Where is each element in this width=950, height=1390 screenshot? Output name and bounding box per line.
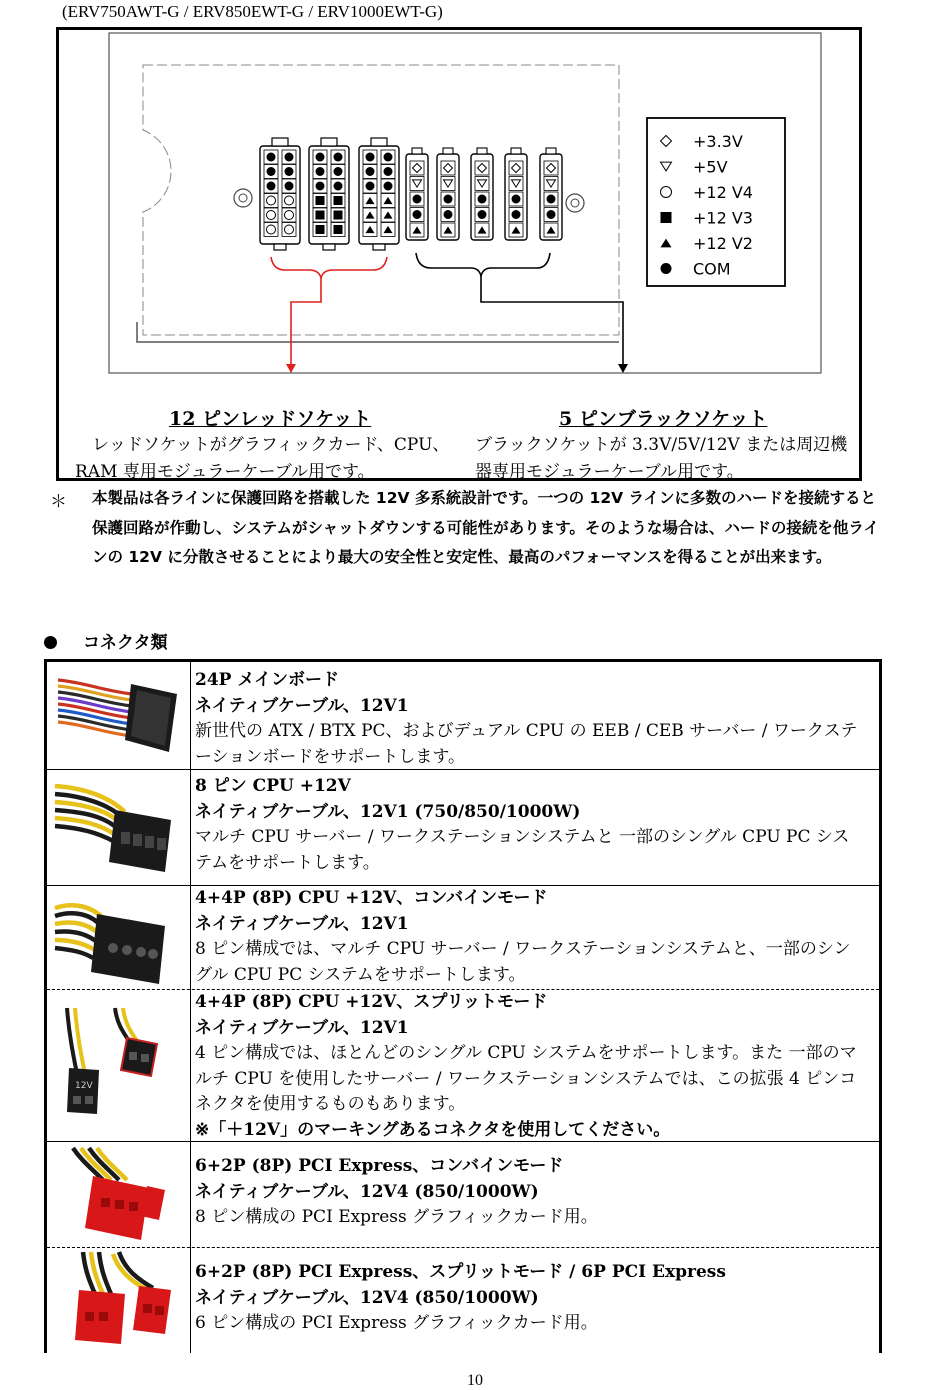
- square-symbol: [334, 196, 343, 205]
- connector-title: 4+4P (8P) CPU +12V、スプリットモード: [195, 992, 548, 1012]
- connector-subtitle: ネイティブケーブル、12V4 (850/1000W): [195, 1181, 539, 1202]
- circle-filled-symbol: [334, 182, 343, 191]
- circle-filled-symbol: [285, 153, 294, 162]
- socket-diagram-frame: [56, 27, 862, 481]
- circle-filled-symbol: [384, 182, 393, 191]
- model-line: (ERV750AWT-G / ERV850EWT-G / ERV1000EWT-G): [62, 2, 443, 21]
- svg-text:12V: 12V: [75, 1081, 93, 1091]
- square-symbol: [316, 196, 325, 205]
- 24p-main-connector-icon: [53, 668, 185, 764]
- connector-title: 4+4P (8P) CPU +12V、コンバインモード: [195, 888, 548, 908]
- 8p-cpu-connector-icon: [53, 776, 185, 876]
- bullet-icon: [44, 636, 57, 649]
- connector-table: [44, 659, 882, 1353]
- circle-filled-symbol: [316, 153, 325, 162]
- circle-filled-symbol: [366, 167, 375, 176]
- circle-filled-symbol: [316, 182, 325, 191]
- connector-description: 4 ピン構成では、ほとんどのシングル CPU システムをサポートします。また 一部のマルチ CPU を使用したサーバー / ワークステーションシステムでは、この拡張 4 ピンコネクタを使用するものもあります。: [195, 1043, 857, 1114]
- circle-filled-symbol: [444, 195, 453, 204]
- square-symbol: [316, 225, 325, 234]
- circle-filled-symbol: [512, 210, 521, 219]
- connector-subtitle: ネイティブケーブル、12V1: [195, 1017, 409, 1038]
- circle-filled-symbol: [547, 210, 556, 219]
- black-bracket: [416, 253, 550, 276]
- red-arrow-head: [286, 364, 296, 373]
- connector-description: 8 ピン構成の PCI Express グラフィックカード用。: [195, 1207, 598, 1227]
- black-socket-5: [540, 148, 562, 240]
- red-12pin-sockets: [260, 138, 399, 250]
- connector-row: [47, 1142, 879, 1248]
- connector-description: 6 ピン構成の PCI Express グラフィックカード用。: [195, 1313, 598, 1333]
- connector-subtitle: ネイティブケーブル、12V1: [195, 913, 409, 934]
- connector-row: [47, 662, 879, 770]
- circle-filled-symbol: [547, 195, 556, 204]
- legend-label: +5V: [693, 157, 728, 177]
- circle-filled-symbol: [366, 153, 375, 162]
- connector-subtitle: ネイティブケーブル、12V1: [195, 695, 409, 716]
- 4plus4p-cpu-combined-icon: [53, 888, 185, 988]
- circle-filled-symbol: [267, 153, 276, 162]
- 4plus4p-cpu-split-icon: [53, 1004, 185, 1134]
- square-symbol: [316, 211, 325, 220]
- circle-filled-symbol: [334, 153, 343, 162]
- red-bracket: [271, 257, 387, 278]
- connectors-section-heading: [44, 628, 168, 653]
- connector-row: [47, 770, 879, 886]
- circle-filled-symbol: [661, 263, 672, 274]
- square-symbol: [334, 225, 343, 234]
- connector-subtitle: ネイティブケーブル、12V4 (850/1000W): [195, 1287, 539, 1308]
- connector-description: 8 ピン構成では、マルチ CPU サーバー / ワークステーションシステムと、一部のシングル CPU PC システムをサポートします。: [195, 939, 851, 985]
- legend-label: +12 V3: [693, 208, 753, 228]
- circle-filled-symbol: [334, 167, 343, 176]
- circle-filled-symbol: [384, 167, 393, 176]
- connector-row: [47, 1248, 879, 1356]
- red-socket-title: 12 ピンレッドソケット: [169, 408, 372, 430]
- black-socket-4: [505, 148, 527, 240]
- circle-filled-symbol: [285, 167, 294, 176]
- red-arrow-line: [291, 278, 321, 366]
- connector-description: マルチ CPU サーバー / ワークステーションシステムと 一部のシングル CPU PC システムをサポートします。: [195, 827, 850, 873]
- connector-subtitle: ネイティブケーブル、12V1 (750/850/1000W): [195, 801, 581, 822]
- black-socket-3: [471, 148, 493, 240]
- circle-filled-symbol: [413, 210, 422, 219]
- red-socket-1: [260, 138, 300, 250]
- circle-filled-symbol: [384, 153, 393, 162]
- black-arrow-line: [481, 276, 623, 366]
- red-socket-3: [359, 138, 399, 250]
- red-socket-description: レッドソケットがグラフィックカード、CPU、RAM 専用モジュラーケーブル用です。: [75, 435, 450, 482]
- connector-note: ※「＋12V」のマーキングあるコネクタを使用してください。: [195, 1119, 671, 1140]
- connector-title: 6+2P (8P) PCI Express、コンバインモード: [195, 1156, 564, 1176]
- red-socket-2: [309, 138, 349, 250]
- legend-label: COM: [693, 259, 731, 279]
- black-socket-description: ブラックソケットが 3.3V/5V/12V または周辺機器専用モジュラーケーブル用です。: [475, 435, 848, 482]
- circle-filled-symbol: [316, 167, 325, 176]
- circle-filled-symbol: [478, 210, 487, 219]
- circle-filled-symbol: [366, 182, 375, 191]
- circle-filled-symbol: [267, 167, 276, 176]
- connector-title: 8 ピン CPU +12V: [195, 776, 351, 796]
- connector-row: [47, 990, 879, 1142]
- connector-row: [47, 886, 879, 990]
- legend-label: +12 V2: [693, 234, 753, 253]
- circle-filled-symbol: [413, 195, 422, 204]
- black-arrow-head: [618, 364, 628, 373]
- black-socket-title: 5 ピンブラックソケット: [559, 408, 768, 430]
- black-5pin-sockets: [406, 148, 562, 240]
- section-heading-text: コネクタ類: [83, 633, 168, 653]
- connector-title: 6+2P (8P) PCI Express、スプリットモード / 6P PCI Express: [195, 1262, 726, 1282]
- circle-filled-symbol: [478, 195, 487, 204]
- circle-filled-symbol: [444, 210, 453, 219]
- multi-rail-note: 本製品は各ラインに保護回路を搭載した 12V 多系統設計です。一つの 12V ラインに多数のハードを接続すると保護回路が作動し、システムがシャットダウンする可能性があります。そのような場合は、ハードの接続を他ラインの 12V に分散させることにより最大の安全性と安定性、最高のパフォーマンスを得ることが出来ます。: [92, 489, 879, 566]
- square-symbol: [661, 212, 672, 223]
- connector-description: 新世代の ATX / BTX PC、およびデュアル CPU の EEB / CEB サーバー / ワークステーションボードをサポートします。: [195, 721, 858, 767]
- black-socket-1: [406, 148, 428, 240]
- connector-title: 24P メインボード: [195, 670, 340, 690]
- page-number: 10: [467, 1372, 483, 1389]
- legend-label: +3.3V: [693, 132, 743, 151]
- legend-label: +12 V4: [693, 183, 753, 202]
- note-mark: ＊: [50, 492, 67, 512]
- 6plus2p-pcie-split-icon: [53, 1250, 185, 1354]
- square-symbol: [334, 211, 343, 220]
- black-socket-2: [437, 148, 459, 240]
- 6plus2p-pcie-combined-icon: [53, 1146, 185, 1246]
- circle-filled-symbol: [285, 182, 294, 191]
- circle-filled-symbol: [512, 195, 521, 204]
- circle-filled-symbol: [267, 182, 276, 191]
